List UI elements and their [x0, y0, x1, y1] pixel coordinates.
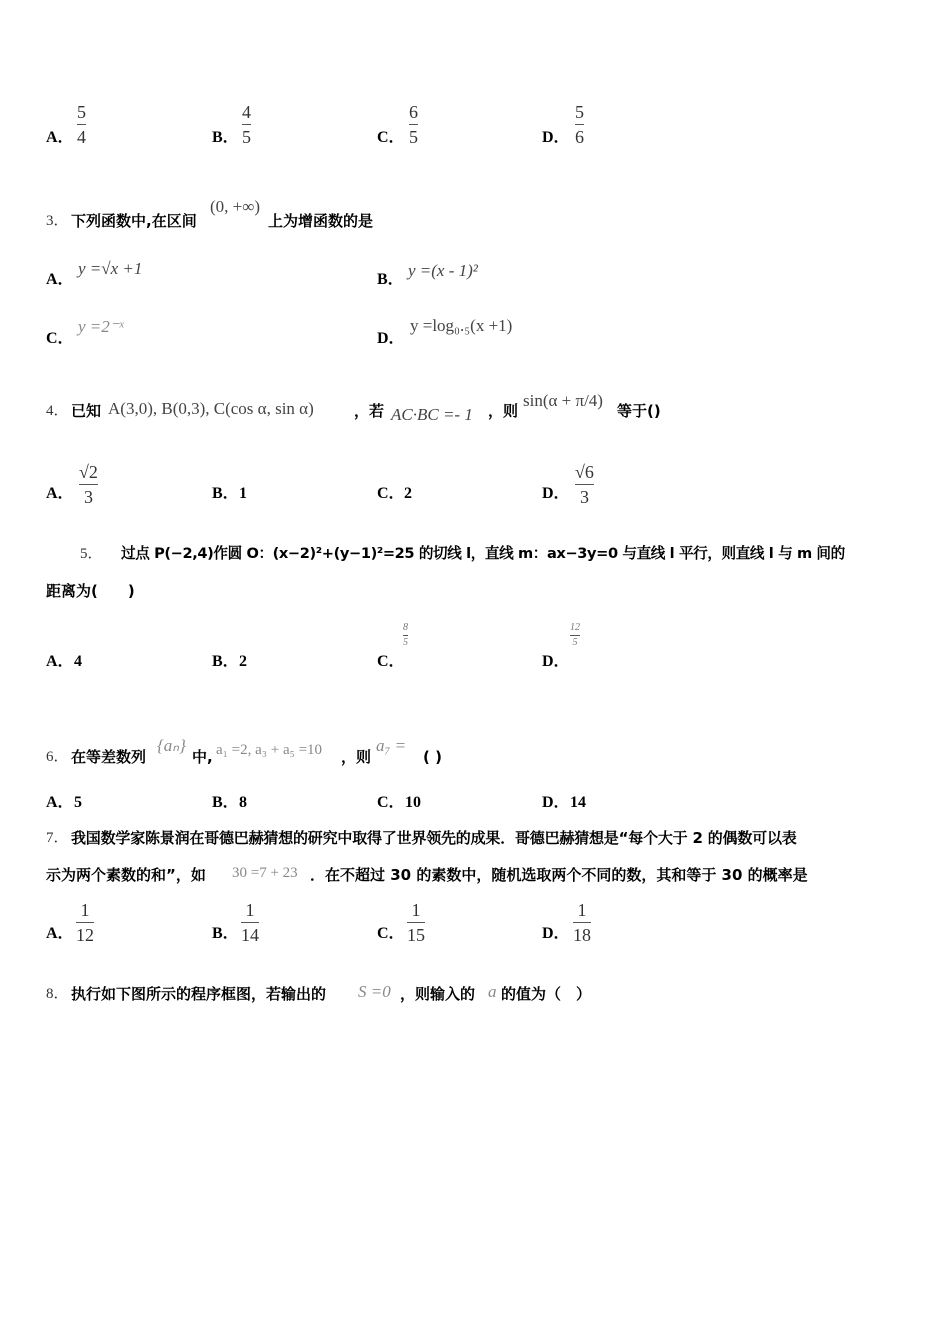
fraction-bar	[575, 124, 584, 125]
q7-option-b-label: B．	[212, 925, 239, 942]
q4-option-d-label: D．	[542, 485, 570, 502]
fraction-bar	[79, 484, 98, 485]
q4-option-b-label: B．	[212, 485, 239, 502]
question-number: 7．	[46, 830, 69, 846]
target-expr: sin(α + π/4)	[523, 391, 603, 410]
q7-option-b-fraction[interactable]	[241, 900, 259, 945]
denominator: 15	[407, 925, 425, 945]
denominator: 12	[76, 925, 94, 945]
q6-option-c-value[interactable]: 10	[405, 794, 421, 811]
q6-option-c-label: C．	[377, 794, 405, 811]
q3-option-d-label: D．	[377, 330, 405, 347]
numerator: 12	[570, 622, 580, 633]
q3-option-c-expr[interactable]: y =2⁻ˣ	[78, 317, 124, 336]
numerator: 8	[403, 622, 408, 633]
denominator: 3	[83, 487, 93, 507]
q3-option-c-label: C．	[46, 330, 74, 347]
q3-option-b-expr[interactable]: y =(x - 1)²	[408, 261, 478, 280]
fraction-bar	[242, 124, 251, 125]
q5-option-c-fraction[interactable]	[403, 623, 408, 648]
question-text: ( )	[423, 748, 442, 766]
q5-option-d-fraction[interactable]	[570, 623, 580, 648]
q3-option-d-expr[interactable]: y =log₀.₅(x +1)	[410, 316, 513, 335]
q3-option-b-label: B．	[377, 271, 404, 288]
q2-option-a-label: A．	[46, 129, 74, 146]
question-text: 距离为( )	[46, 582, 135, 600]
example-expr: 30 =7 + 23	[232, 865, 298, 881]
q5-option-c-label: C．	[377, 653, 405, 670]
q2-option-d-label: D．	[542, 129, 570, 146]
denominator: 5	[572, 637, 578, 648]
question-text: 我国数学家陈景润在哥德巴赫猜想的研究中取得了世界领先的成果．哥德巴赫猜想是“每个大于 2 的偶数可以表	[71, 829, 797, 847]
question-text: 等于()	[617, 402, 661, 420]
q7-option-c-fraction[interactable]	[407, 900, 425, 945]
denominator: 5	[242, 127, 251, 147]
q3-option-a-expr[interactable]: y =√x +1	[78, 259, 143, 278]
q4-option-a-label: A．	[46, 485, 74, 502]
numerator: 5	[77, 102, 86, 122]
q6-option-a-value[interactable]: 5	[74, 794, 82, 811]
condition-expr: S =0	[358, 982, 391, 1001]
numerator: √2	[79, 462, 98, 482]
question-text: 中,	[192, 748, 213, 766]
q4-option-d-fraction[interactable]	[575, 462, 594, 507]
q7-option-c-label: C．	[377, 925, 405, 942]
q7-option-a-label: A．	[46, 925, 74, 942]
fraction-bar	[77, 124, 86, 125]
q6-option-a-label: A．	[46, 794, 74, 811]
q4-option-b-value[interactable]: 1	[239, 485, 247, 502]
variable-expr: a	[488, 982, 497, 1001]
q2-option-c-label: C．	[377, 129, 405, 146]
question-text: 已知	[71, 402, 102, 420]
q5-option-a-label: A．	[46, 653, 74, 670]
denominator: 18	[573, 925, 591, 945]
numerator: 6	[409, 102, 418, 122]
question-number: 6．	[46, 749, 69, 765]
question-number: 8．	[46, 986, 69, 1002]
q6-option-d-label: D．	[542, 794, 570, 811]
fraction-bar	[570, 635, 580, 636]
question-text: 在等差数列	[71, 748, 147, 766]
numerator: 1	[245, 900, 255, 920]
q2-option-a-fraction[interactable]	[77, 102, 86, 147]
q3-option-a-label: A．	[46, 271, 74, 288]
q4-option-a-fraction[interactable]	[79, 462, 98, 507]
question-text: ，则	[341, 748, 372, 766]
numerator: 4	[242, 102, 251, 122]
numerator: 1	[411, 900, 421, 920]
q6-option-b-label: B．	[212, 794, 239, 811]
question-text: 上为增函数的是	[268, 212, 374, 230]
question-text: ．在不超过 30 的素数中，随机选取两个不同的数，其和等于 30 的概率是	[310, 866, 808, 884]
q4-option-c-value[interactable]: 2	[404, 485, 412, 502]
fraction-bar	[573, 922, 591, 923]
question-text: 的值为（ ）	[501, 985, 592, 1003]
question-number: 4．	[46, 403, 69, 419]
q2-option-b-fraction[interactable]	[242, 102, 251, 147]
denominator: 4	[77, 127, 86, 147]
q5-option-b-value[interactable]: 2	[239, 653, 247, 670]
interval-expr: (0, +∞)	[210, 197, 261, 216]
q5-option-a-value[interactable]: 4	[74, 653, 82, 670]
fraction-bar	[407, 922, 425, 923]
denominator: 5	[409, 127, 418, 147]
fraction-bar	[76, 922, 94, 923]
question-number: 3．	[46, 213, 69, 229]
numerator: 1	[80, 900, 90, 920]
target-expr: a₇ =	[376, 736, 407, 755]
numerator: 1	[577, 900, 587, 920]
fraction-bar	[575, 484, 594, 485]
question-text: ，则	[488, 402, 519, 420]
question-text: 下列函数中,在区间	[71, 212, 197, 230]
numerator: 5	[575, 102, 584, 122]
denominator: 5	[403, 637, 408, 648]
q2-option-c-fraction[interactable]	[409, 102, 418, 147]
fraction-bar	[409, 124, 418, 125]
denominator: 6	[575, 127, 584, 147]
q4-option-c-label: C．	[377, 485, 405, 502]
numerator: √6	[575, 462, 594, 482]
q2-option-d-fraction[interactable]	[575, 102, 584, 147]
q5-option-b-label: B．	[212, 653, 239, 670]
denominator: 3	[579, 487, 589, 507]
q5-option-d-label: D．	[542, 653, 570, 670]
q6-option-b-value[interactable]: 8	[239, 794, 247, 811]
condition-expr: AC·BC =- 1	[391, 405, 473, 424]
question-text: 示为两个素数的和”，如	[46, 866, 206, 884]
question-text: ，则输入的	[400, 985, 476, 1003]
question-text: 执行如下图所示的程序框图，若输出的	[71, 985, 327, 1003]
question-text: 过点 P(−2,4)作圆 O：(x−2)²+(y−1)²=25 的切线 l，直线 m：ax−3y=0 与直线 l 平行，则直线 l 与 m 间的	[121, 545, 845, 562]
q2-option-b-label: B．	[212, 129, 239, 146]
q7-option-d-fraction[interactable]	[573, 900, 591, 945]
fraction-bar	[403, 635, 408, 636]
fraction-bar	[241, 922, 259, 923]
points-expr: A(3,0), B(0,3), C(cos α, sin α)	[108, 399, 314, 418]
question-text: ，若	[354, 402, 385, 420]
condition-expr: a₁ =2, a₃ + a₅ =10	[216, 742, 323, 758]
question-number: 5．	[80, 546, 103, 562]
q7-option-a-fraction[interactable]	[76, 900, 94, 945]
denominator: 14	[241, 925, 259, 945]
q6-option-d-value[interactable]: 14	[570, 794, 586, 811]
sequence-expr: {aₙ}	[157, 736, 186, 755]
q7-option-d-label: D．	[542, 925, 570, 942]
